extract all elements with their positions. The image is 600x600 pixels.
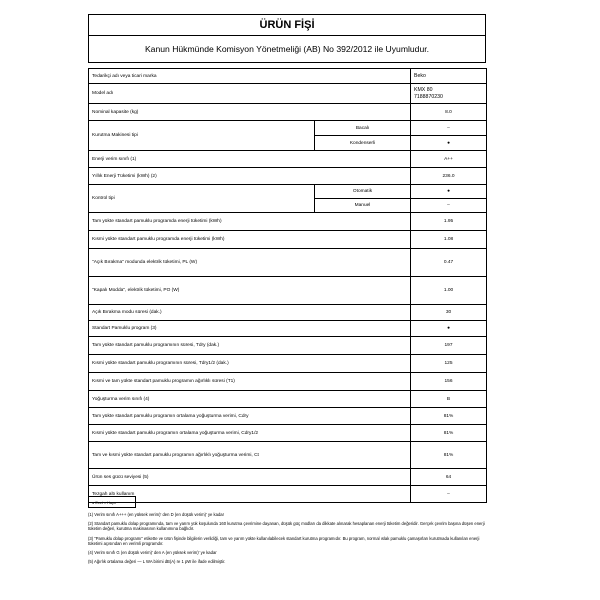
row-value: 1.95: [411, 213, 487, 231]
model-name: KMX 80: [414, 86, 433, 93]
option-value: ●: [411, 136, 487, 151]
row-weighted-time: [89, 373, 487, 391]
row-control-type: [89, 185, 487, 199]
row-label: Kısmi yükte standart pamuklu programın ortalama yoğuşturma verimi, Cdry1/2: [89, 425, 411, 442]
row-value: 156: [411, 373, 487, 391]
footnote: (5) Ağırlık ortalama değeri — L WA birimi dB(A) re 1 pW ile ifade edilmiştir.: [88, 559, 226, 565]
row-value: 81%: [411, 442, 487, 469]
row-label: Tam ve kısmi yükte standart pamuklu programın ağırlıklı yoğuşturma verimi, Ct: [89, 442, 411, 469]
row-brand: [89, 69, 487, 84]
fiche-title: ÜRÜN FİŞİ: [88, 14, 486, 36]
row-partial-load-time: [89, 355, 487, 373]
row-value: 1.00: [411, 277, 487, 305]
legend: ● Evet – Hayır: [88, 496, 136, 508]
row-label: Enerji verim sınıfı (1): [89, 151, 411, 168]
row-label: Standart Pamuklu program (3): [89, 321, 411, 337]
row-label: "Kapalı Modda", elektrik tüketimi, PO (W): [89, 277, 411, 305]
footnote: (4) Verim sınıfı G (en düşük verim)' den A (en yüksek verim)' ye kadar: [88, 550, 217, 556]
row-energy-class: [89, 151, 487, 168]
footnote: (3) "Pamuklu dolap programı" etikette ve ürün fişinde bilgilerin verildiği, tam ve yarım yükte kullanılabilecek standart kurutma programıdır. Bu program, normal ıslak pamuklu çamaşırları kurutmada kullanılan enerji tüketimi açısından en verimli programdır.: [88, 535, 480, 546]
row-condensation-class: [89, 391, 487, 408]
option-label: Otomatik: [315, 185, 411, 199]
row-full-load-time: [89, 337, 487, 355]
row-label: Tam yükte standart pamuklu programın ortalama yoğuşturma verimi, Cdry: [89, 408, 411, 425]
product-fiche: [88, 14, 486, 565]
row-label: Model adı: [89, 84, 411, 104]
row-value: Beko: [411, 69, 487, 84]
row-value: –: [411, 486, 487, 503]
row-value: 8.0: [411, 104, 487, 121]
row-value: 125: [411, 355, 487, 373]
spec-table: [88, 68, 487, 503]
row-label: Tezgah altı kullanım: [89, 486, 411, 503]
row-label: Tam yükte standart pamuklu programının süresi, Tdry (dak.): [89, 337, 411, 355]
row-value: 0.47: [411, 249, 487, 277]
row-label: Yoğuşturma verim sınıfı (4): [89, 391, 411, 408]
row-value: [411, 84, 487, 104]
row-value: 81%: [411, 425, 487, 442]
option-value: ●: [411, 185, 487, 199]
row-dryer-type: [89, 121, 487, 136]
row-left-on-duration: [89, 305, 487, 321]
row-value: 81%: [411, 408, 487, 425]
row-standard-program: [89, 321, 487, 337]
row-left-on-mode: [89, 249, 487, 277]
row-label: Tedarikçi adı veya ticari marka: [89, 69, 411, 84]
row-label: Kısmi ve tam yükte standart pamuklu programın ağırlıklı süresi (T1): [89, 373, 411, 391]
row-value: 1.08: [411, 231, 487, 249]
row-value: A++: [411, 151, 487, 168]
row-partial-load-energy: [89, 231, 487, 249]
row-value: 64: [411, 469, 487, 486]
row-label: Kısmi yükte standart pamuklu programının süresi, Tdry1/2 (dak.): [89, 355, 411, 373]
option-value: –: [411, 199, 487, 213]
row-label: Açık Bırakma modu süresi (dak.): [89, 305, 411, 321]
row-value: 30: [411, 305, 487, 321]
row-value: ●: [411, 321, 487, 337]
row-label: Nominal kapasite (kg): [89, 104, 411, 121]
fiche-subtitle: Kanun Hükmünde Komisyon Yönetmeliği (AB) No 392/2012 ile Uyumludur.: [88, 36, 486, 63]
row-partial-cond-eff: [89, 425, 487, 442]
row-label: Kurutma Makinesi tipi: [89, 121, 315, 151]
row-capacity: [89, 104, 487, 121]
option-label: Kondenserli: [315, 136, 411, 151]
row-full-load-energy: [89, 213, 487, 231]
row-label: Yıllık Enerji Tüketimi (kWh) (2): [89, 168, 411, 185]
row-annual-energy: [89, 168, 487, 185]
row-value: B: [411, 391, 487, 408]
row-off-mode: [89, 277, 487, 305]
row-label: Tam yükte standart pamuklu programda enerji tüketimi (kWh): [89, 213, 411, 231]
option-label: Bacalı: [315, 121, 411, 136]
row-built-in: [89, 486, 487, 503]
row-model: [89, 84, 487, 104]
row-label: Kısmi yükte standart pamuklu programda enerji tüketimi (kWh): [89, 231, 411, 249]
option-label: Manuel: [315, 199, 411, 213]
row-value: 236.0: [411, 168, 487, 185]
row-value: 197: [411, 337, 487, 355]
row-noise: [89, 469, 487, 486]
row-label: "Açık Bırakma" modunda elektrik tüketimi, PL (W): [89, 249, 411, 277]
option-value: –: [411, 121, 487, 136]
row-weighted-cond-eff: [89, 442, 487, 469]
model-code: 7188870230: [414, 93, 443, 100]
footnotes: [88, 512, 488, 568]
footnote: (2) Standart pamuklu dolap programında, tam ve yarım yük koşulunda 160 kurutma çevrimine dayanan, düşük güç modları da dikkate alınarak hesaplanan enerji tüketim değeridir. Gerçek çevrim başına düşen enerji tüketim değeri, kurutma makinasının kullanımına bağlıdır.: [88, 521, 485, 532]
row-label: Ürün ses gücü seviyesi (5): [89, 469, 411, 486]
footnote: (1) Verim sınıfı A+++ (en yüksek verim)' den D (en düşük verim)' ye kadar: [88, 512, 224, 517]
row-full-cond-eff: [89, 408, 487, 425]
row-label: Kontrol tipi: [89, 185, 315, 213]
